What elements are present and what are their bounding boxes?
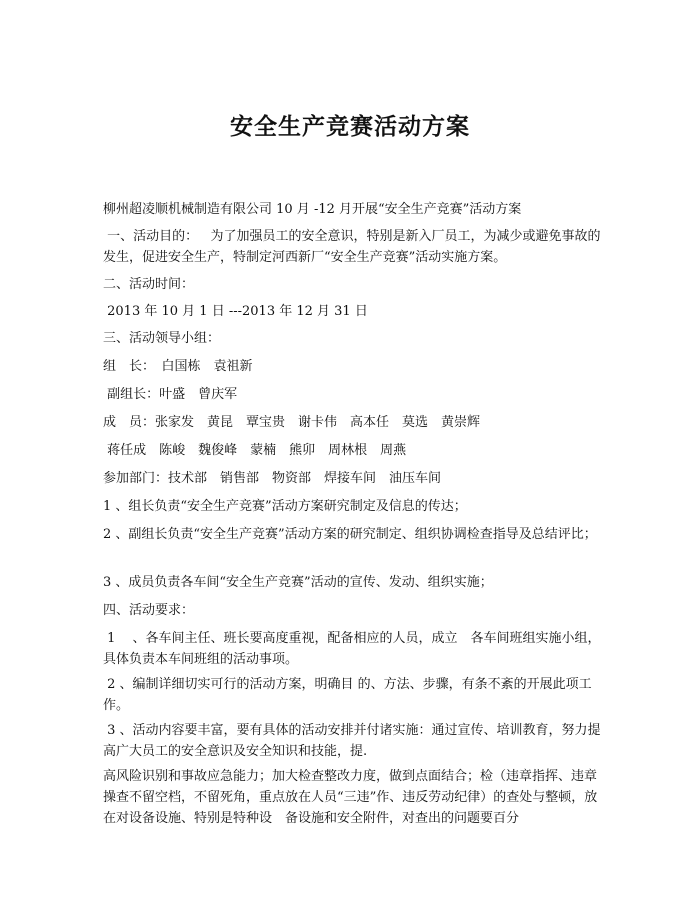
- paragraph-risk-control: 高风险识别和事故应急能力；加大检查整改力度，做到点面结合；检（违章指挥、违章操查不留空档，不留死角，重点放在人员“三违”作、违反劳动纪律）的查处与整顿，放在对设备设施、特别是特种设 备设施和安全附件，对查出的问题要百分: [103, 769, 598, 826]
- paragraph-requirement-1: 1 、各车间主任、班长要高度重视，配备相应的人员，成立 各车间班组实施小组，具体负责本车间班组的活动事项。: [103, 631, 601, 667]
- paragraph-requirement-3: 3 、活动内容要丰富，要有具体的活动安排并付诸实施：通过宣传、培训教育，努力提高广大员工的安全意识及安全知识和技能，提.: [103, 723, 601, 759]
- paragraph-group-leaders: 组 长： 白国栋 袁祖新: [103, 359, 253, 374]
- document-title: 安全生产竞赛活动方案: [230, 113, 470, 140]
- paragraph-duty-3: 3 、成员负责各车间“安全生产竞赛”活动的宣传、发动、组织实施；: [103, 575, 493, 590]
- paragraph-time-heading: 二、活动时间：: [103, 277, 195, 292]
- paragraph-members-cont: 蒋任成 陈峻 魏俊峰 蒙楠 熊卯 周林根 周燕: [103, 443, 407, 458]
- paragraph-departments: 参加部门：技术部 销售部 物资部 焊接车间 油压车间: [103, 471, 442, 486]
- paragraph-duty-2: 2 、副组长负责“安全生产竞赛”活动方案的研究制定、组织协调检查指导及总结评比；: [103, 527, 597, 542]
- paragraph-requirements-heading: 四、活动要求：: [103, 603, 195, 618]
- paragraph-purpose: 一、活动目的： 为了加强员工的安全意识，特别是新入厂员工，为减少或避免事故的发生，促进安全生产，特制定河西新厂“安全生产竞赛”活动实施方案。: [103, 229, 601, 265]
- paragraph-intro: 柳州超凌顺机械制造有限公司 10 月 -12 月开展“安全生产竞赛”活动方案: [103, 202, 522, 217]
- paragraph-members: 成 员：张家发 黄昆 覃宝贵 谢卡伟 高本任 莫选 黄崇辉: [103, 415, 481, 430]
- paragraph-requirement-2: 2 、编制详细切实可行的活动方案，明确目 的、方法、步骤，有条不紊的开展此项工作。: [103, 677, 592, 713]
- paragraph-time-range: 2013 年 10 月 1 日 ---2013 年 12 月 31 日: [103, 304, 368, 319]
- paragraph-deputy-leaders: 副组长：叶盛 曾庆军: [103, 387, 238, 402]
- paragraph-duty-1: 1 、组长负责“安全生产竞赛”活动方案研究制定及信息的传达；: [103, 499, 467, 514]
- paragraph-group-heading: 三、活动领导小组：: [103, 331, 221, 346]
